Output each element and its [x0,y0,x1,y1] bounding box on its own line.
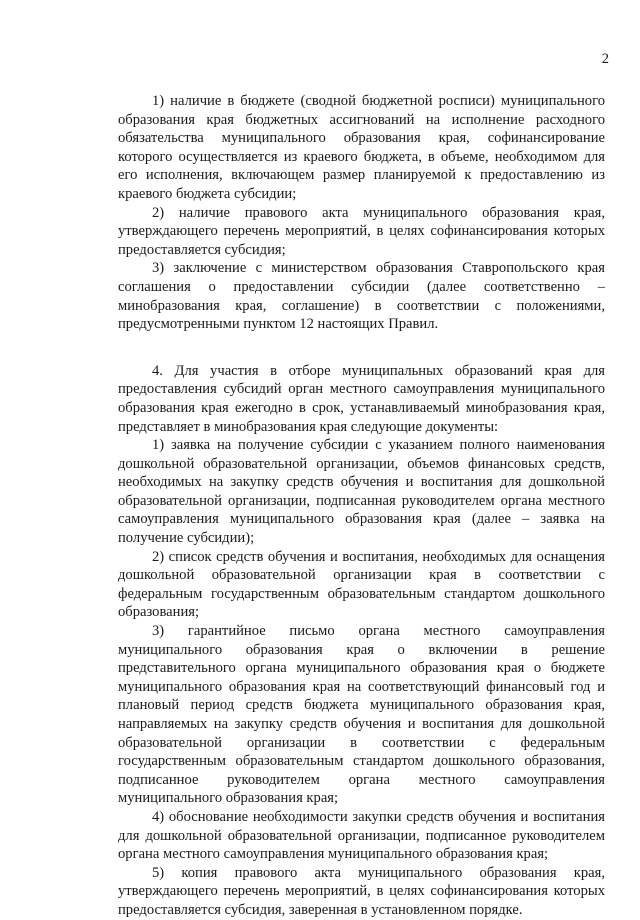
paragraph-condition-3: 3) заключение с министерством образования Ставропольского края соглашения о предоставлении субсидии (далее соответственно – минобразования края, соглашение) в соответствии с положениями, предусмотренными пунктом 12 настоящих Правил. [118,260,605,333]
paragraph-document-4: 4) обоснование необходимости закупки средств обучения и воспитания для дошкольной образовательной организации, подписанное руководителем органа местного самоуправления муниципального образования края; [118,808,605,863]
page-number: 2 [601,51,609,67]
paragraph-document-2: 2) список средств обучения и воспитания, необходимых для оснащения дошкольной образовательной организации края в соответствии с федеральным государственным образовательным стандартом дошкольного образования; [118,548,605,621]
paragraph-document-1: 1) заявка на получение субсидии с указанием полного наименования дошкольной образовательной организации, объемов финансовых средств, необходимых на закупку средств обучения и воспитания для дошкольной образовательной организации, подписанная руководителем органа местного самоуправления муниципального образования края (далее – заявка на получение субсидии); [118,437,605,547]
paragraph-document-3: 3) гарантийное письмо органа местного самоуправления муниципального образования края о включении в решение представительного органа муниципального образования края о бюджете муниципального образования края на соответствующий финансовый год и плановый период средств бюджета муниципального образования края, направляемых на закупку средств обучения и воспитания для дошкольной образовательной организации в соответствии с федеральным государственным образовательным стандартом дошкольного образования, подписанное руководителем органа местного самоуправления муниципального образования края; [118,623,605,807]
paragraph-point-4-intro: 4. Для участия в отборе муниципальных образований края для предоставления субсидий орган местного самоуправления муниципального образования края ежегодно в срок, устанавливаемый минобразования края, представляет в минобразования края следующие документы: [118,362,605,435]
paragraph-condition-2: 2) наличие правового акта муниципального образования края, утверждающего перечень мероприятий, в целях софинансирования которых предоставляется субсидия; [118,204,605,258]
paragraph-condition-1: 1) наличие в бюджете (сводной бюджетной росписи) муниципального образования края бюджетных ассигнований на исполнение расходного обязательства муниципального образования края, софинансирование которого осуществляется из краевого бюджета, в объеме, необходимом для его исполнения, включающем размер планируемой к предоставлению из краевого бюджета субсидии; [118,93,605,202]
section-spacer [118,334,605,362]
document-body [118,92,605,920]
paragraph-document-5: 5) копия правового акта муниципального образования края, утверждающего перечень мероприятий, в целях софинансирования которых предоставляется субсидия, заверенная в установленном порядке. [118,864,605,918]
